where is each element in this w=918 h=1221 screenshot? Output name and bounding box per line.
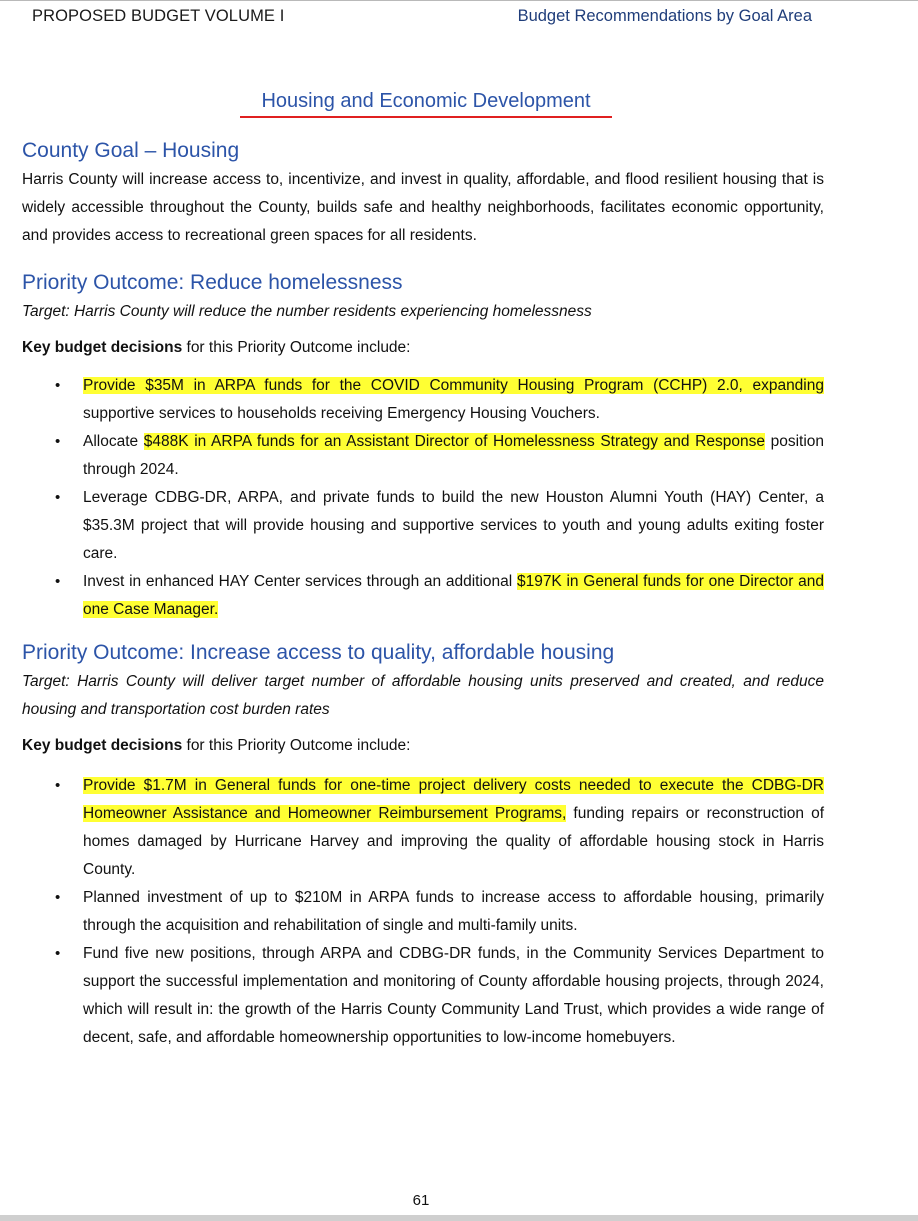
outcome2-list (22, 772, 824, 1052)
title-underline (240, 116, 612, 118)
header-volume: PROPOSED BUDGET VOLUME I (32, 7, 285, 25)
outcome1-key-decisions (22, 334, 824, 362)
list-item (22, 884, 824, 940)
item-text: Planned investment of up to $210M in ARPA funds to increase access to affordable housing, primarily through the acquisition and rehabilitation of single and multi-family units. (83, 889, 824, 934)
item-text: Invest in enhanced HAY Center services through an additional (83, 573, 517, 590)
bullet: • (55, 945, 61, 962)
key-rest: for this Priority Outcome include: (182, 737, 411, 754)
bullet: • (55, 573, 61, 590)
list-item (22, 772, 824, 884)
bullet: • (55, 433, 61, 450)
document-body (22, 136, 824, 1052)
bullet: • (55, 777, 61, 794)
list-item (22, 940, 824, 1052)
highlighted-text: Provide $35M in ARPA funds for the COVID Community Housing Program (CCHP) 2.0, expanding (83, 377, 824, 394)
item-text: Allocate (83, 433, 144, 450)
item-text: supportive services to households receiving Emergency Housing Vouchers. (83, 405, 600, 422)
list-item (22, 568, 824, 624)
item-text: Fund five new positions, through ARPA and CDBG-DR funds, in the Community Services Department to support the successful implementation and monitoring of County affordable housing projects, through 2024, which will result in: the growth of the Harris County Community Land Trust, which provides a wide range of decent, safe, and affordable homeownership opportunities to low-income homebuyers. (83, 945, 824, 1046)
item-text: position through 2024. (83, 433, 824, 478)
key-rest: for this Priority Outcome include: (182, 339, 411, 356)
highlighted-text: $197K in General funds for one Director and one Case Manager. (83, 573, 824, 618)
outcome1-target: Target: Harris County will reduce the number residents experiencing homelessness (22, 303, 592, 320)
outcome1-list (22, 372, 824, 624)
header-section: Budget Recommendations by Goal Area (517, 7, 812, 25)
bullet: • (55, 377, 61, 394)
bullet: • (55, 889, 61, 906)
item-text: funding repairs or reconstruction of homes damaged by Hurricane Harvey and improving the quality of affordable housing stock in Harris County. (83, 805, 824, 878)
outcome1-heading: Priority Outcome: Reduce homelessness (22, 271, 403, 294)
bullet: • (55, 489, 61, 506)
page-title: Housing and Economic Development (261, 90, 591, 112)
outcome2-heading: Priority Outcome: Increase access to quality, affordable housing (22, 641, 615, 664)
key-bold: Key budget decisions (22, 737, 183, 754)
county-goal-text: Harris County will increase access to, incentivize, and invest in quality, affordable, and flood resilient housing that is widely accessible throughout the County, builds safe and healthy neighborhoods, facilitates economic opportunity, and provides access to recreational green spaces for all residents. (22, 171, 824, 244)
highlighted-text: $488K in ARPA funds for an Assistant Director of Homelessness Strategy and Response (143, 433, 765, 450)
item-text: Leverage CDBG-DR, ARPA, and private funds to build the new Houston Alumni Youth (HAY) Center, a $35.3M project that will provide housing and supportive services to youth and young adults exiting foster care. (83, 489, 824, 562)
page-number: 61 (412, 1192, 430, 1209)
outcome2-target: Target: Harris County will deliver target number of affordable housing units preserved and created, and reduce housing and transportation cost burden rates (22, 673, 824, 718)
top-border (0, 0, 918, 1)
bottom-border (0, 1215, 918, 1221)
key-bold: Key budget decisions (22, 339, 183, 356)
outcome2-key-decisions (22, 732, 824, 760)
highlighted-text: Provide $1.7M in General funds for one-time project delivery costs needed to execute the CDBG-DR Homeowner Assistance and Homeowner Reimbursement Programs, (83, 777, 824, 822)
list-item (22, 484, 824, 568)
list-item (22, 428, 824, 484)
county-goal-heading: County Goal – Housing (22, 139, 240, 162)
list-item (22, 372, 824, 428)
